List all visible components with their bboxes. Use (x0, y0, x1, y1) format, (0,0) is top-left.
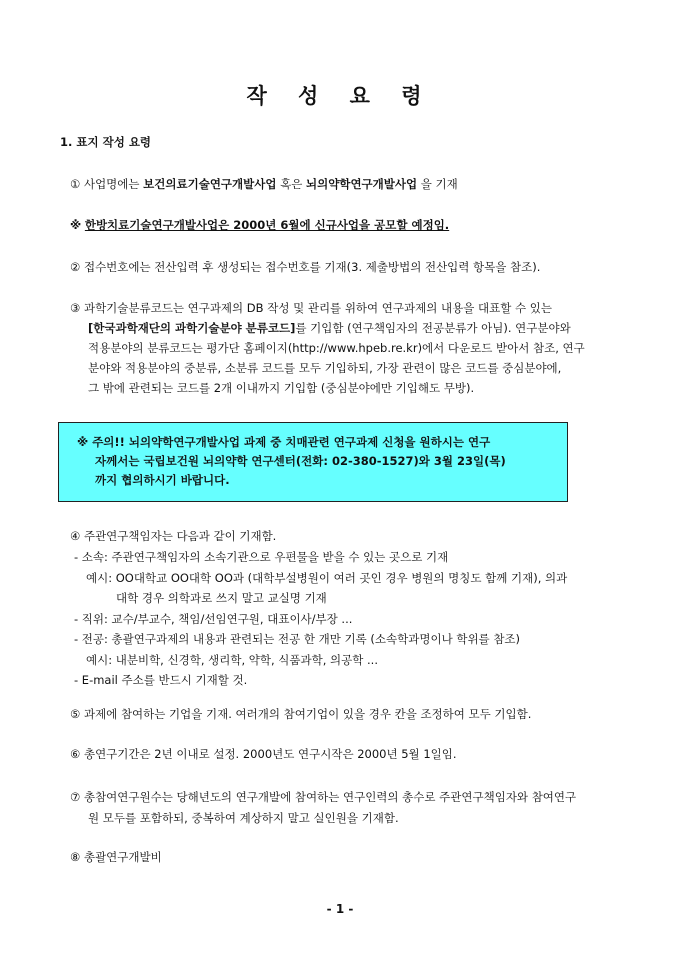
item-8: ⑧ 총괄연구개발비 (70, 850, 162, 864)
item-number: ③ (70, 301, 81, 315)
major-line: - 전공: 총괄연구과제의 내용과 관련되는 전공 한 개만 기록 (소속학과명이나 학위를 참조) (74, 632, 521, 646)
item-1: ① 사업명에는 보건의료기술연구개발사업 혹은 뇌의약학연구개발사업 을 기재 (70, 177, 458, 191)
item-number: ⑧ (70, 850, 81, 864)
section-heading: 1. 표지 작성 요령 (60, 135, 152, 149)
program-name-1: 보건의료기술연구개발사업 (143, 177, 277, 191)
item-number: ⑦ (70, 790, 81, 804)
item-number: ② (70, 260, 81, 274)
reference-mark-icon: ※ (70, 218, 82, 232)
reference-mark-icon: ※ (77, 435, 89, 449)
item-number: ① (70, 177, 81, 191)
affiliation-line: - 소속: 주관연구책임자의 소속기관으로 우편물을 받을 수 있는 곳으로 기재 (74, 550, 449, 564)
classification-code-ref: [한국과학재단의 과학기술분야 분류코드] (88, 321, 296, 335)
page-number: - 1 - (326, 902, 354, 916)
program-name-2: 뇌의약학연구개발사업 (306, 177, 418, 191)
item-number: ④ (70, 529, 81, 543)
item-5: ⑤ 과제에 참여하는 기업을 기재. 여러개의 참여기업이 있을 경우 칸을 조정하여 모두 기입함. (70, 707, 532, 721)
item-7: ⑦ 총참여연구원수는 당해년도의 연구개발에 참여하는 연구인력의 총수로 주관연구책임자와 참여연구 원 모두를 포함하되, 중복하여 계상하지 말고 실인원을 기재함. (70, 790, 577, 825)
item-4: ④ 주관연구책임자는 다음과 같이 기재함. (70, 529, 277, 543)
email-line: - E-mail 주소를 반드시 기재할 것. (74, 673, 248, 687)
item-6: ⑥ 총연구기간은 2년 이내로 설정. 2000년도 연구시작은 2000년 5월 1일임. (70, 747, 457, 761)
notice-box: ※ 주의!! 뇌의약학연구개발사업 과제 중 치매관련 연구과제 신청을 원하시는 연구 자께서는 국립보건원 뇌의약학 연구센터(전화: 02-380-1527)와 3월 23일(목) 까지 협의하시기 바랍니다. (58, 422, 568, 502)
item-number: ⑥ (70, 747, 81, 761)
page-title: 작 성 요 령 (246, 83, 434, 108)
note-oriental-medicine (70, 217, 626, 235)
item-number: ⑤ (70, 707, 81, 721)
note-text: 한방치료기술연구개발사업은 2000년 6월에 신규사업을 공모할 예정임. (84, 218, 450, 232)
position-line: - 직위: 교수/부교수, 책임/선임연구원, 대표이사/부장 ... (74, 611, 353, 626)
item-4-details: - 소속: 주관연구책임자의 소속기관으로 우편물을 받을 수 있는 곳으로 기재 예시: OO대학교 OO대학 OO과 (대학부설병원이 여러 곳인 경우 병원의 명칭도 함께 기재), 의과 대학 경우 의학과로 쓰지 말고 교실명 기재 - 직위: 교수/부교수, 책임/선임연구원, 대표이사/부장 ... - 전공: 총괄연구과제의 내용과 관련되는 전공 한 개만 기록 (소속학과명이나 학위를 참조) 예시: 내분비학, 신경학, 생리학, 약학, 식품과학, 의공학 ... - E-mail 주소를 반드시 기재할 것. (74, 547, 634, 691)
item-2: ② 접수번호에는 전산입력 후 생성되는 접수번호를 기재(3. 제출방법의 전산입력 항목을 참조). (70, 260, 541, 274)
item-3: ③ 과학기술분류코드는 연구과제의 DB 작성 및 관리를 위하여 연구과제의 내용을 대표할 수 있는 [한국과학재단의 과학기술분야 분류코드]를 기입함 (연구책임자의 전공분류가 아님). 연구분야와 적용분야의 분류코드는 평가단 홈페이지(http://www.hpeb.re.kr)에서 다운로드 받아서 참조, 연구 분야와 적용분야의 중분류, 소분류 코드를 모두 기입하되, 가장 관련이 많은 코드를 중심분야에, 그 밖에 관련되는 코드를 2개 이내까지 기입함 (중심분야에만 기입해도 무방). (70, 301, 585, 395)
